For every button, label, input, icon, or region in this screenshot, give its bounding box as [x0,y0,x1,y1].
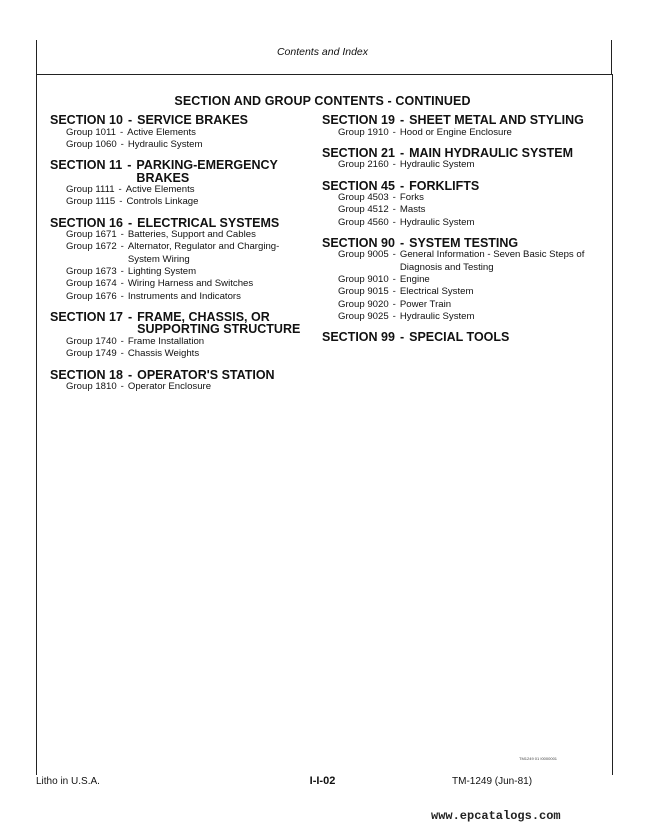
section-title: PARKING-EMERGENCY BRAKES [136,158,278,185]
toc-section [322,237,592,323]
section-number: SECTION 17 [50,309,123,324]
group-number: Group 1676 [66,290,117,302]
section-heading[interactable] [50,311,310,336]
section-number: SECTION 11 [50,158,123,173]
group-name: Electrical System [399,286,474,298]
toc-section [322,114,592,139]
toc-section [322,147,592,172]
group-number: Group 1011 [66,126,116,138]
watermark-link[interactable]: www.epcatalogs.com [431,809,561,823]
page-title: SECTION AND GROUP CONTENTS - CONTINUED [174,94,471,108]
toc-section [50,217,310,303]
group-dash: - [120,241,124,253]
group-number: Group 1810 [66,381,117,393]
group-number: Group 2160 [338,159,389,171]
section-number: SECTION 99 [322,330,395,345]
section-number: SECTION 18 [50,367,123,382]
section-dash: - [127,158,132,173]
section-heading[interactable] [322,237,592,250]
group-entry[interactable] [322,286,592,298]
group-entry[interactable] [50,291,310,303]
group-entry[interactable] [322,249,592,274]
group-dash: - [392,159,396,171]
group-number: Group 1672 [66,241,117,253]
group-name: Masts [399,204,426,216]
left-column [50,114,310,401]
group-name: Hydraulic System [399,310,475,322]
section-dash: - [127,367,133,382]
section-dash: - [399,113,405,127]
group-name: Instruments and Indicators [127,290,241,302]
group-entry[interactable] [50,184,310,196]
section-dash: - [127,309,133,324]
group-entry[interactable] [322,299,592,311]
group-entry[interactable] [322,192,592,204]
section-title: OPERATOR'S STATION [137,367,275,382]
group-number: Group 1111 [66,184,115,196]
section-title: FORKLIFTS [409,178,480,193]
group-number: Group 1674 [66,278,117,290]
section-number: SECTION 16 [50,215,123,230]
toc-section [322,331,592,344]
section-number: SECTION 90 [322,235,395,250]
right-column [322,114,592,352]
group-entry[interactable] [50,266,310,278]
section-heading[interactable] [322,114,592,127]
group-dash: - [118,184,122,196]
group-name: Forks [399,192,424,204]
section-title: SHEET METAL AND STYLING [409,113,584,127]
group-number: Group 1740 [66,335,117,347]
group-entry[interactable] [322,127,592,139]
group-name: Lighting System [127,266,197,278]
section-dash: - [399,235,405,250]
section-heading[interactable] [50,159,310,184]
group-number: Group 1749 [66,348,117,360]
group-name: General Information - Seven Basic Steps of Diagnosis and Testing [399,249,585,273]
section-heading[interactable] [322,331,592,344]
page-header: Contents and Index [276,46,369,58]
group-name: Hydraulic System [399,216,475,228]
group-number: Group 1673 [66,266,117,278]
group-name: Active Elements [127,126,196,138]
group-dash: - [392,192,396,204]
group-number: Group 4512 [338,204,389,216]
section-dash: - [127,113,133,127]
group-name: Batteries, Support and Cables [127,229,256,241]
group-dash: - [119,126,124,138]
group-name: Controls Linkage [126,196,199,208]
group-entry[interactable] [50,196,310,208]
group-number: Group 9010 [338,274,389,286]
section-title: SERVICE BRAKES [137,113,249,127]
group-dash: - [119,196,123,208]
group-name: Hydraulic System [399,159,475,171]
group-dash: - [392,216,396,228]
toc-section [50,114,310,151]
group-dash: - [392,274,396,286]
group-name: Active Elements [125,184,195,196]
group-name: Hydraulic System [127,138,203,150]
section-heading[interactable] [50,114,310,127]
group-name: Wiring Harness and Switches [127,278,254,290]
group-entry[interactable] [50,336,310,348]
group-name: Engine [399,274,430,286]
toc-section [50,159,310,209]
group-entry[interactable] [50,241,310,266]
section-dash: - [127,215,133,230]
group-number: Group 1060 [66,138,117,150]
group-name: Operator Enclosure [127,381,212,393]
group-name: Frame Installation [127,335,205,347]
group-dash: - [120,335,124,347]
group-dash: - [120,290,124,302]
group-entry[interactable] [322,217,592,229]
group-entry[interactable] [50,229,310,241]
group-dash: - [120,381,124,393]
group-entry[interactable] [322,204,592,216]
section-heading[interactable] [50,369,310,382]
section-number: SECTION 45 [322,178,395,193]
group-dash: - [120,278,124,290]
group-name: Alternator, Regulator and Charging-System Wiring [127,241,280,265]
section-title: FRAME, CHASSIS, OR SUPPORTING STRUCTURE [137,309,301,337]
group-number: Group 9015 [338,286,389,298]
group-entry[interactable] [322,159,592,171]
group-number: Group 4503 [338,192,389,204]
section-dash: - [399,178,405,193]
group-dash: - [120,229,124,241]
group-number: Group 9020 [338,298,389,310]
section-number: SECTION 19 [322,113,395,127]
toc-section [50,311,310,361]
group-name: Power Train [399,298,452,310]
footer-printer-note: Litho in U.S.A. [36,776,100,787]
section-heading[interactable] [322,180,592,193]
section-heading[interactable] [50,217,310,230]
section-title: SYSTEM TESTING [409,235,519,250]
group-entry[interactable] [322,311,592,323]
toc-section [50,369,310,394]
group-number: Group 4560 [338,216,389,228]
group-entry[interactable] [322,274,592,286]
section-dash: - [399,145,405,160]
group-entry[interactable] [50,278,310,290]
manual-id: TM-1249 (Jun-81) [452,776,533,787]
group-number: Group 9025 [338,310,389,322]
group-dash: - [120,266,124,278]
group-number: Group 1910 [338,126,389,138]
group-dash: - [392,204,396,216]
section-title: ELECTRICAL SYSTEMS [137,215,280,230]
section-number: SECTION 10 [50,113,123,127]
group-entry[interactable] [50,127,310,139]
group-entry[interactable] [50,139,310,151]
group-dash: - [392,126,396,138]
group-dash: - [392,310,396,322]
group-number: Group 1115 [66,196,116,208]
section-heading[interactable] [322,147,592,160]
group-dash: - [392,298,396,310]
page-number: I-I-02 [309,775,336,787]
group-dash: - [392,249,396,261]
group-entry[interactable] [50,348,310,360]
group-entry[interactable] [50,381,310,393]
section-dash: - [399,330,405,345]
group-dash: - [120,348,124,360]
section-number: SECTION 21 [322,145,395,160]
group-name: Chassis Weights [127,348,200,360]
group-dash: - [120,138,124,150]
toc-section [322,180,592,229]
group-dash: - [392,286,396,298]
document-code: TM1249 01 I0000001 [519,756,558,761]
section-title: SPECIAL TOOLS [409,330,510,345]
section-title: MAIN HYDRAULIC SYSTEM [409,145,574,160]
group-number: Group 9005 [338,249,389,261]
group-name: Hood or Engine Enclosure [399,126,512,138]
group-number: Group 1671 [66,229,117,241]
